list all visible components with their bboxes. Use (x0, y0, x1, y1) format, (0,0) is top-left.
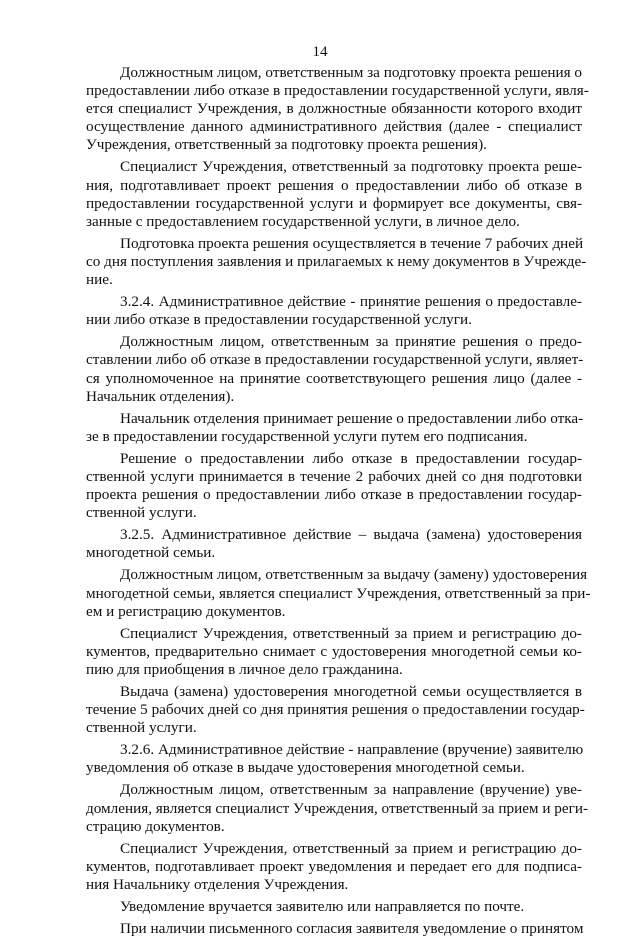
text-line: ственной услуги принимается в течение 2 рабочих дней со дня подготовки (86, 467, 582, 485)
text-line: Должностным лицом, ответственным за направление (вручение) уве- (120, 781, 582, 799)
text-line: предоставлении государственной услуги и формирует все документы, свя- (86, 194, 582, 212)
text-line: проекта решения о предоставлении либо отказе в предоставлении государ- (86, 486, 582, 504)
text-line: занные с предоставлением государственной услуги, в личное дело. (86, 212, 520, 230)
paragraph (86, 781, 589, 835)
text-line: пию для приобщения в личное дело гражданина. (86, 660, 403, 678)
text-line: 3.2.5. Административное действие – выдача (замена) удостоверения (120, 526, 582, 544)
text-line: 3.2.6. Административное действие - направление (вручение) заявителю (120, 741, 584, 759)
text-line: Специалист Учреждения, ответственный за прием и регистрацию до- (120, 839, 582, 857)
text-line: нии либо отказе в предоставлении государственной услуги. (86, 311, 472, 329)
text-line: 3.2.4. Административное действие - принятие решения о предоставле- (120, 293, 582, 311)
paragraph (86, 625, 582, 679)
text-line: уведомления об отказе в выдаче удостоверения многодетной семьи. (86, 759, 525, 777)
text-line: ственной услуги. (86, 504, 197, 522)
text-line: со дня поступления заявления и прилагаемых к нему документов в Учрежде- (86, 252, 587, 270)
text-line: ние. (86, 271, 113, 289)
text-line: ем и регистрацию документов. (86, 602, 286, 620)
text-line: ния Начальнику отделения Учреждения. (86, 875, 349, 893)
text-line: ния, подготавливает проект решения о предоставлении либо об отказе в (86, 176, 582, 194)
paragraph (86, 234, 587, 289)
text-line: Начальник отделения принимает решение о предоставлении либо отка- (120, 409, 584, 427)
text-line: зе в предоставлении государственной услуги путем его подписания. (86, 427, 528, 445)
paragraph (86, 333, 582, 405)
text-line: ется специалист Учреждения, в должностные обязанности которого входит (86, 100, 582, 118)
paragraph (86, 741, 582, 777)
paragraph (86, 566, 591, 620)
paragraph (86, 293, 582, 329)
document-body (86, 64, 591, 942)
paragraph (86, 898, 582, 916)
text-line: домления, является специалист Учреждения, ответственный за прием и реги- (86, 799, 589, 817)
text-line: При наличии письменного согласия заявителя уведомление о принятом (120, 920, 584, 938)
text-line: Выдача (замена) удостоверения многодетной семьи осуществляется в (120, 683, 582, 700)
text-line: страцию документов. (86, 817, 225, 835)
paragraph (86, 920, 582, 938)
text-line: Должностным лицом, ответственным за подготовку проекта решения о (120, 64, 582, 81)
text-line: кументов, подготавливает проект уведомления и передает его для подписа- (86, 857, 582, 875)
text-line: течение 5 рабочих дней со дня принятия решения о предоставлении государ- (86, 701, 585, 719)
text-line: Должностным лицом, ответственным за выдачу (замену) удостоверения (120, 566, 588, 584)
paragraph (86, 450, 582, 522)
text-line: Решение о предоставлении либо отказе в предоставлении государ- (120, 449, 582, 467)
text-line: ся уполномоченное на принятие соответствующего решения лицо (далее - (86, 369, 582, 387)
text-line: ставлении либо об отказе в предоставлении государственной услуги, являет- (86, 351, 584, 369)
text-line: Должностным лицом, ответственным за принятие решения о предо- (120, 333, 582, 351)
text-line: Начальник отделения). (86, 387, 235, 405)
text-line: Специалист Учреждения, ответственный за подготовку проекта реше- (120, 158, 582, 176)
text-line: предоставлении либо отказе в предоставлении государственной услуги, явля- (86, 82, 589, 100)
text-line: кументов, предварительно снимает с удостоверения многодетной семьи ко- (86, 642, 582, 660)
paragraph (86, 158, 582, 230)
page-number: 14 (312, 44, 328, 60)
text-line: Учреждения, ответственный за подготовку проекта решения). (86, 136, 487, 154)
paragraph (86, 410, 582, 446)
text-line: Уведомление вручается заявителю или направляется по почте. (120, 898, 525, 916)
text-line: Подготовка проекта решения осуществляется в течение 7 рабочих дней (120, 234, 584, 252)
text-line: многодетной семьи. (86, 544, 216, 562)
text-line: многодетной семьи, является специалист Учреждения, ответственный за при- (86, 584, 591, 602)
paragraph (86, 840, 582, 894)
paragraph (86, 526, 582, 562)
text-line: осуществление данного административного действия (далее - специалист (86, 118, 582, 136)
paragraph (86, 683, 585, 737)
paragraph (86, 64, 589, 154)
text-line: ственной услуги. (86, 719, 197, 737)
text-line: Специалист Учреждения, ответственный за прием и регистрацию до- (120, 624, 582, 642)
